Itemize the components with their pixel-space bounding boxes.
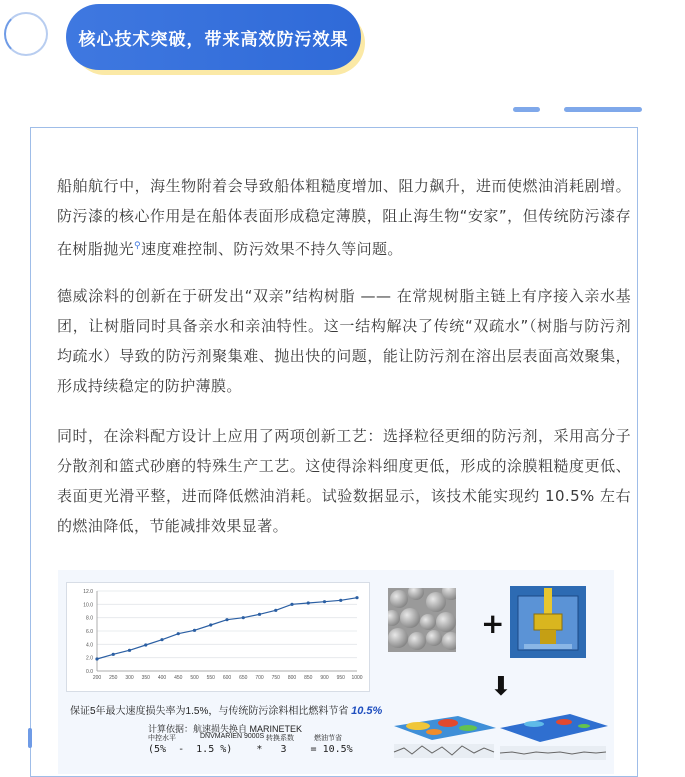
chart-xtick-label: 600 — [222, 675, 232, 681]
chart-data-point — [274, 609, 277, 612]
section-title-banner — [66, 4, 361, 70]
chart-ytick-label: 10.0 — [83, 602, 93, 609]
chart-data-point — [242, 616, 245, 619]
chart-xtick-label: 250 — [109, 675, 118, 681]
chart-xtick-label: 200 — [92, 675, 102, 681]
chart-data-point — [307, 601, 310, 604]
surface-after-svg — [494, 710, 612, 766]
figure-caption-text: 保证5年最大速度损失率为1.5%，与传统防污涂料相比燃料节省 — [70, 706, 349, 717]
figure-caption — [70, 702, 382, 717]
arrow-down-icon: ⬇ — [490, 672, 512, 702]
chart-data-point — [258, 613, 261, 616]
chart-ytick-label: 6.0 — [86, 629, 93, 635]
chart-data-point — [177, 632, 180, 635]
basket-mill-diagram — [510, 586, 586, 658]
search-icon[interactable]: ⚲ — [134, 241, 142, 251]
chart-xtick-label: 400 — [157, 675, 167, 681]
decorative-circle-icon — [4, 12, 48, 56]
figure-row1-col2: DNVMARIEN 9000S — [200, 733, 265, 740]
surface-before-svg — [388, 710, 500, 766]
figure-basis: 计算依据：航速损失换自 MARINETEK — [148, 724, 303, 734]
figure-row1-col1: 中控水平 — [148, 735, 176, 742]
chart-ytick-label: 4.0 — [86, 642, 93, 649]
chart-svg — [67, 583, 369, 691]
decorative-dash-long — [564, 107, 642, 112]
chart-data-point — [355, 596, 358, 599]
chart-xtick-label: 550 — [206, 675, 215, 681]
paragraph-1-text-b: 速度难控制、防污效果不持久等问题。 — [141, 240, 403, 258]
chart-data-point — [160, 638, 163, 641]
chart-xtick-label: 950 — [336, 675, 345, 681]
chart-data-point — [209, 623, 212, 626]
decorative-side-bar — [28, 728, 32, 748]
chart-xtick-label: 900 — [320, 675, 329, 681]
chart-data-point — [290, 603, 293, 606]
chart-ytick-label: 12.0 — [83, 589, 93, 595]
chart-xtick-label: 750 — [271, 675, 280, 681]
chart-data-point — [323, 600, 326, 603]
chart-xtick-label: 300 — [125, 675, 134, 681]
roughness-line-chart — [66, 582, 370, 692]
chart-ytick-label: 8.0 — [86, 615, 93, 622]
chart-data-point — [95, 657, 98, 660]
chart-data-point — [112, 653, 115, 656]
paragraph-2: 德威涂料的创新在于研发出“双亲”结构树脂 —— 在常规树脂主链上有序接入亲水基团，让树脂同时具备亲水和亲油特性。这一结构解决了传统“双疏水”（树脂与防污剂均疏水）导致的防污剂聚集难、抛出快的问题，能让防污剂在溶出层表面高效聚集，形成持续稳定的防护薄膜。 — [57, 287, 631, 395]
paragraph-3: 同时，在涂料配方设计上应用了两项创新工艺：选择粒径更细的防污剂，采用高分子分散剂和篮式砂磨的特殊生产工艺。这使得涂料细度更低，形成的涂膜粗糙度更低、表面更光滑平整，进而降低燃油消耗。试验数据显示，该技术能实现约 10.5% 左右的燃油降低，节能减排效果显著。 — [57, 427, 631, 535]
chart-data-point — [339, 599, 342, 602]
chart-xtick-label: 800 — [287, 675, 297, 681]
chart-xtick-label: 700 — [255, 675, 264, 681]
figure-row1-col3: 转换系数 — [266, 735, 294, 742]
chart-series-line — [97, 598, 357, 659]
chart-xtick-label: 850 — [304, 675, 313, 681]
chart-ytick-label: 2.0 — [86, 655, 93, 662]
chart-ytick-label: 0.0 — [86, 669, 93, 675]
plus-icon: + — [481, 607, 505, 640]
surface-roughness-before — [388, 710, 500, 766]
section-title: 核心技术突破，带来高效防污效果 — [78, 29, 349, 50]
chart-xtick-label: 350 — [141, 675, 150, 681]
paragraph-1 — [57, 171, 631, 264]
basket-mill-svg — [510, 586, 586, 658]
chart-data-point — [144, 643, 147, 646]
technical-figure — [58, 570, 614, 774]
chart-data-point — [193, 629, 196, 632]
figure-highlight-value: 10.5% — [351, 705, 383, 717]
chart-data-point — [128, 649, 131, 652]
paragraph-1-text-a: 船舶航行中，海生物附着会导致船体粗糙度增加、阻力飙升，进而使燃油消耗剧增。防污漆的核心作用是在船体表面形成稳定薄膜，阻止海生物“安家”，但传统防污漆存在树脂抛光 — [57, 177, 631, 258]
decorative-dash-short — [513, 107, 540, 112]
surface-roughness-after — [494, 710, 612, 766]
chart-xtick-label: 1000 — [351, 675, 363, 681]
sem-particle-image — [388, 588, 456, 652]
figure-row1-col4: 燃油节省 — [314, 735, 342, 742]
figure-formula: (5% - 1.5 %) * 3 = 10.5% — [148, 744, 353, 755]
chart-data-point — [225, 618, 228, 621]
chart-xtick-label: 500 — [190, 675, 199, 681]
chart-xtick-label: 650 — [239, 675, 248, 681]
chart-xtick-label: 450 — [174, 675, 183, 681]
